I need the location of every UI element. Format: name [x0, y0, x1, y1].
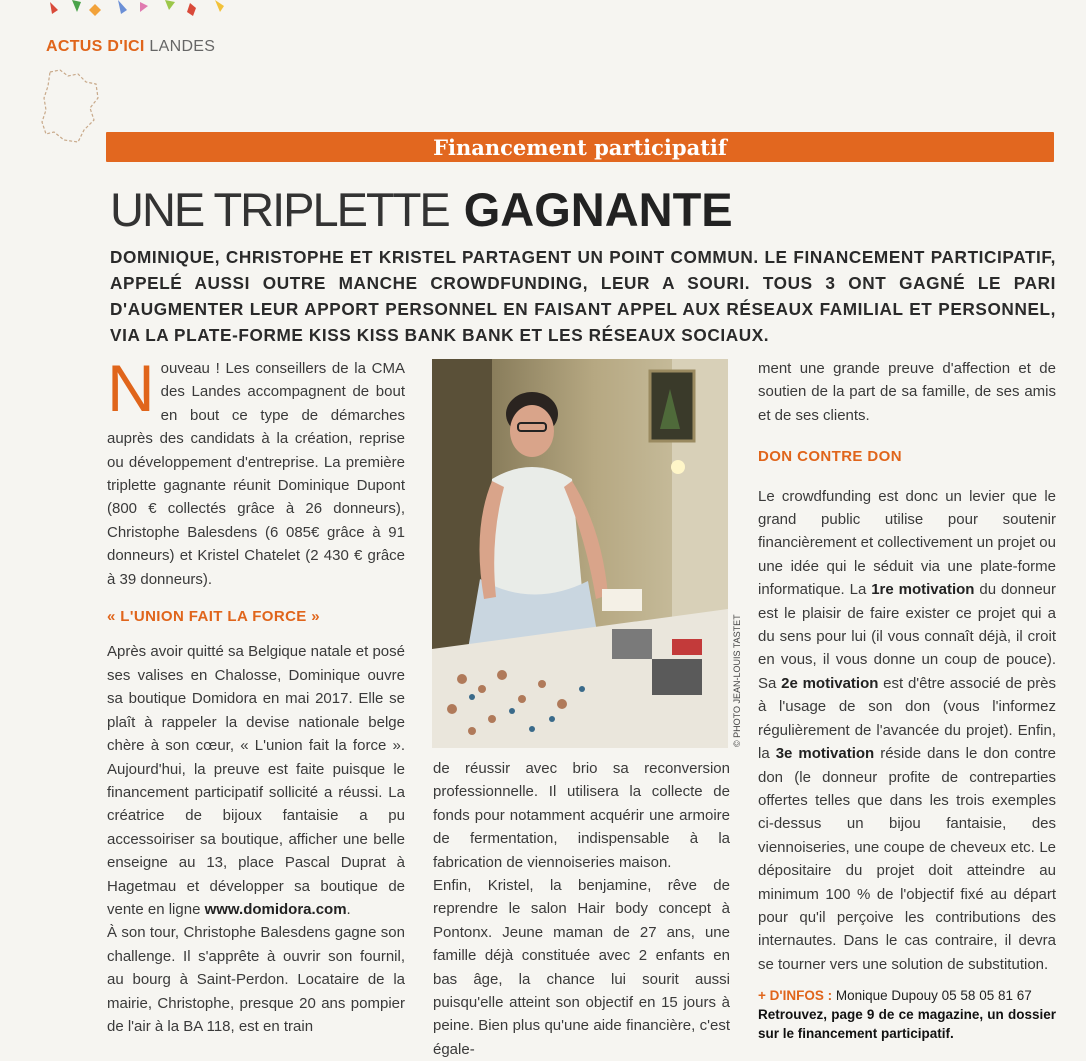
domidora-link[interactable]: www.domidora.com: [204, 900, 347, 918]
dominique-text: Après avoir quitté sa Belgique natale et posé ses valises en Chalosse, Dominique ouvre sa boutique Domidora en mai 2017. Elle se plaît à rappeler la devise nationale belge chère à son cœur, « L'union fait la force ». Aujourd'hui, la preuve est faite puisque le financement participatif sollicité a réussi. La créatrice de bijoux fantaisie a pu accessoiriser sa boutique, afficher une belle enseigne au 13, place Pascal Duprat à Hagetmau et développer sa boutique de vente en ligne: [107, 643, 405, 918]
landes-map-icon: [38, 68, 104, 146]
subhead-don: DON CONTRE DON: [758, 448, 902, 466]
dominique-paragraph: [107, 640, 405, 921]
column-2: [433, 757, 730, 1061]
crowdfunding-text-e: est d'être associé de près à l'usage de son don (vous l'informez régulièrement de l'avancée du projet). Enfin, la: [758, 674, 1057, 763]
crowdfunding-text-a: Le crowdfunding est donc un levier que le grand public utilise pour soutenir financièrement et collectivement un projet ou une idée qui le séduit via une plate-forme informatique. La: [758, 487, 1056, 599]
lede: DOMINIQUE, CHRISTOPHE ET KRISTEL PARTAGENT UN POINT COMMUN. LE FINANCEMENT PARTICIPATIF, APPELÉ AUSSI OUTRE MANCHE CROWDFUNDING, LEUR A SOURI. TOUS 3 ONT GAGNÉ LE PARI D'AUGMENTER LEUR APPORT PERSONNEL EN FAISANT APPEL AUX RÉSEAUX FAMILIAL ET PERSONNEL, VIA LA PLATE-FORME KISS KISS BANK BANK ET LES RÉSEAUX SOCIAUX.: [110, 247, 1056, 345]
headline-strong: GAGNANTE: [463, 183, 733, 236]
motivation-1: 1re motivation: [871, 581, 975, 599]
photo-credit: [729, 610, 743, 750]
photo-credit-text: © PHOTO JEAN-LOUIS TASTET: [732, 614, 742, 747]
christophe-paragraph: À son tour, Christophe Balesdens gagne son challenge. Il s'apprête à ouvrir son fournil, au bourg à Saint-Perdon. Locataire de la mairie, Christophe, presque 20 ans pompier de l'air à la BA 118, est en train: [107, 924, 405, 1035]
affection-paragraph: ment une grande preuve d'affection et de soutien de la part de sa famille, de ses amis et de ses clients.: [758, 360, 1056, 424]
section-label-bold: ACTUS D'ICI: [46, 38, 145, 55]
infos-more: Retrouvez, page 9 de ce magazine, un dossier sur le financement participatif.: [758, 1007, 1056, 1042]
infos-contact: Monique Dupouy 05 58 05 81 67: [835, 988, 1032, 1004]
subhead-union: « L'UNION FAIT LA FORCE »: [107, 608, 321, 626]
kristel-paragraph: Enfin, Kristel, la benjamine, rêve de reprendre le salon Hair body concept à Pontonx. Jeune maman de 27 ans, une famille déjà constituée avec 2 enfants en bas âge, la chance lui sourit aussi puisqu'elle atteint son objectif en 15 jours à peine. Bien plus qu'une aide financière, c'est égale-: [433, 877, 730, 1058]
reconversion-paragraph: de réussir avec brio sa reconversion professionnelle. Il utilisera la collecte de fonds pour notamment acquérir une armoire de fermentation, indispensable à la fabrication de viennoiseries maison.: [433, 760, 730, 871]
dominique-end: .: [346, 900, 351, 918]
infos-label: + D'INFOS :: [758, 988, 836, 1004]
motivation-3: 3e motivation: [775, 745, 875, 763]
motivation-2: 2e motivation: [781, 674, 879, 692]
section-label: [46, 38, 215, 56]
column-3: [758, 357, 1056, 1043]
intro-text: ouveau ! Les conseillers de la CMA des Landes accompagnent de bout en bout ce type de démarches auprès des candidats à la création, reprise ou développement d'entreprise. La première triplette gagnante réunit Dominique Dupont (800 € collectés grâce à 26 donneurs), Christophe Balesdens (6 085€ grâce à 91 donneurs) et Kristel Chatelet (2 430 € grâce à 39 donneurs).: [107, 360, 405, 588]
article-photo: [432, 359, 728, 748]
kicker-title: Financement participatif: [433, 135, 727, 160]
intro-paragraph: [107, 351, 405, 591]
kicker-bar: [106, 132, 1054, 162]
infos-box: [758, 986, 1056, 1043]
crowdfunding-text-g: réside dans le don contre don (le donneur profite de contreparties offertes telles que dans les trois exemples ci-dessus un bijou fantaisie, des viennoiseries, une coupe de cheveux etc. Le dépositaire du projet doit atteindre au minimum 100 % de l'objectif fixé au départ pour qu'il perçoive les contributions des internautes. Dans le cas contraire, il devra se tourner vers une solution de substitution.: [758, 745, 1057, 973]
confetti-decoration: [40, 0, 240, 28]
column-1: [107, 351, 405, 1038]
dropcap: N: [107, 351, 155, 425]
headline-thin: UNE TRIPLETTE: [110, 183, 449, 236]
crowdfunding-paragraph: [758, 485, 1056, 977]
crowdfunding-text-c: du donneur est le plaisir de faire exister ce projet qui a du sens pour lui (il vous connaît déjà, il croit en vous, il vous donne un coup de pouce). Sa: [758, 581, 1056, 692]
section-label-region: LANDES: [149, 38, 216, 55]
shop-scene-illustration: [432, 359, 728, 748]
headline: [110, 183, 733, 236]
